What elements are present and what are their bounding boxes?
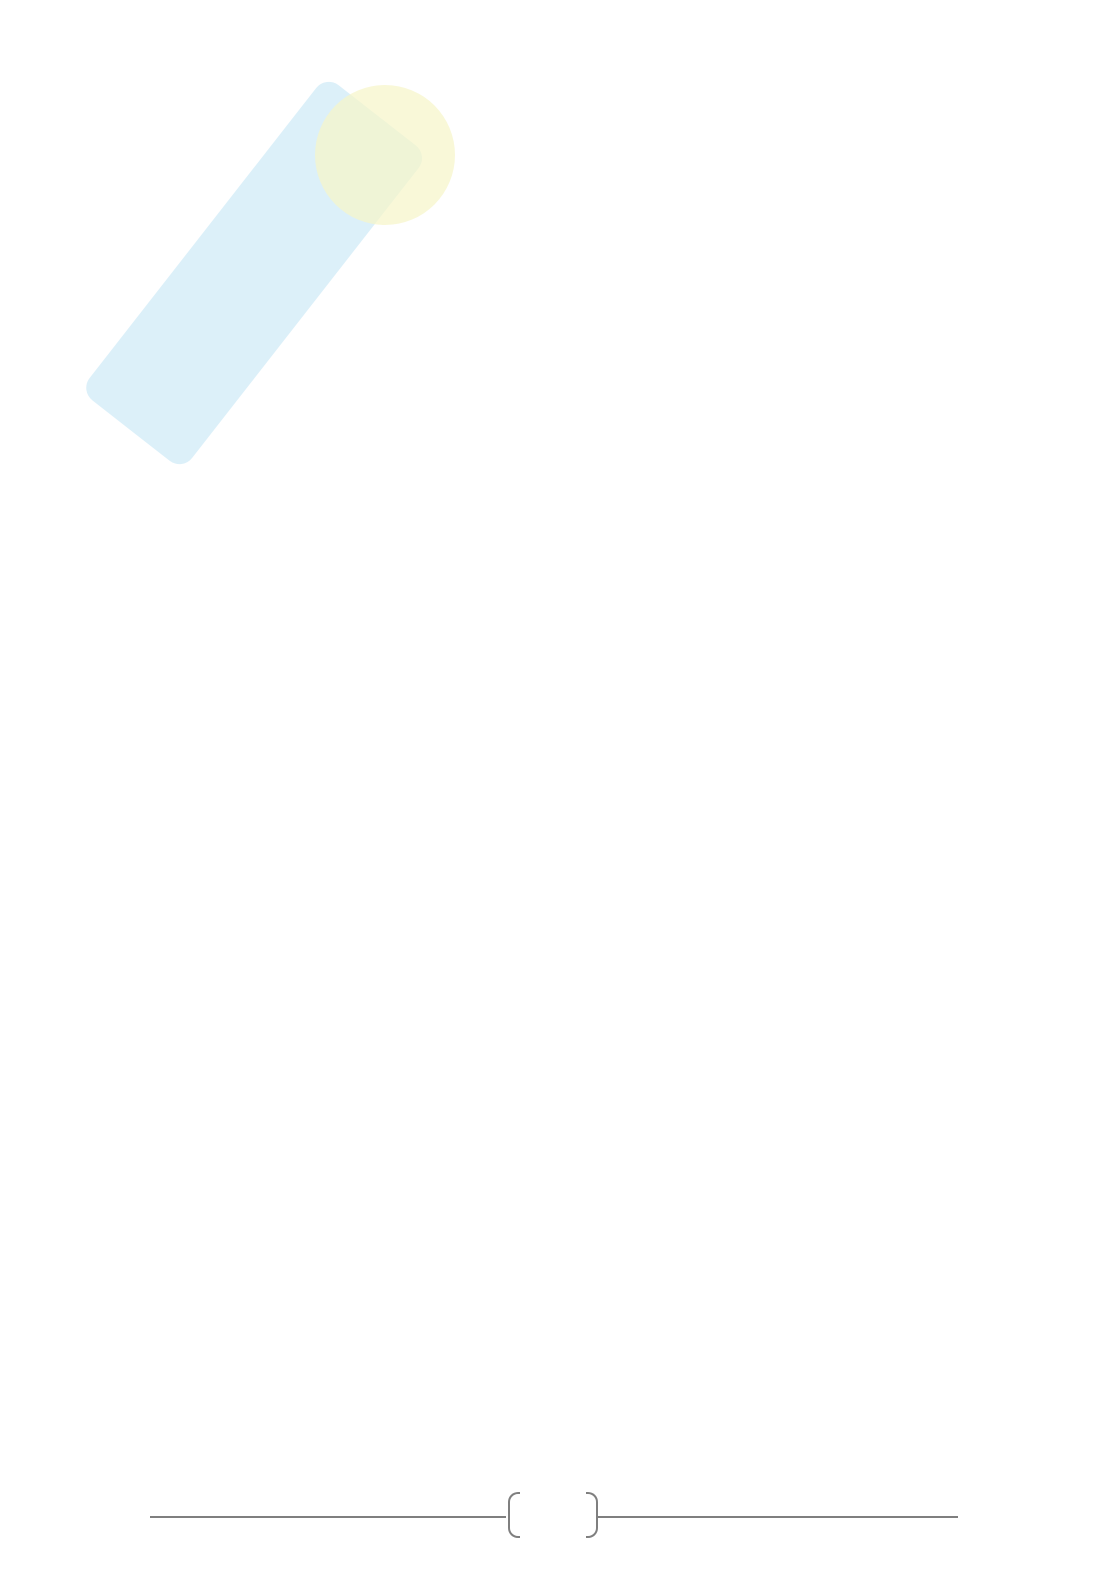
- footer-bracket-close: [586, 1492, 598, 1538]
- footer-rule-right: [598, 1516, 958, 1518]
- footer-bracket-open: [508, 1492, 520, 1538]
- footer-rule-left: [150, 1516, 506, 1518]
